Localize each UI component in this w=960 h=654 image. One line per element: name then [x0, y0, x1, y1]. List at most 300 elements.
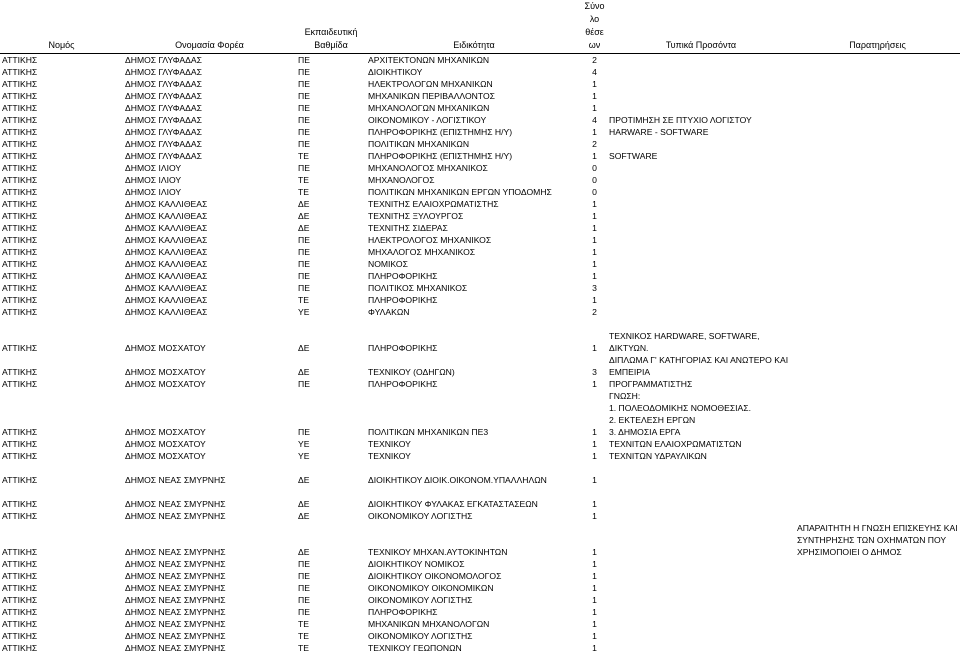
cell-nomos: ΑΤΤΙΚΗΣ — [0, 438, 123, 450]
cell-foreas: ΔΗΜΟΣ ΜΟΣΧΑΤΟΥ — [123, 438, 296, 450]
cell-vathmida: ΠΕ — [296, 90, 366, 102]
cell-vathmida: ΠΕ — [296, 558, 366, 570]
cell-paratiriseis — [795, 618, 960, 630]
cell-prosonta — [607, 570, 795, 582]
table-row — [0, 606, 960, 618]
cell-eidikotita: ΠΛΗΡΟΦΟΡΙΚΗΣ — [366, 330, 582, 354]
table-row — [0, 330, 960, 354]
cell-foreas: ΔΗΜΟΣ ΚΑΛΛΙΘΕΑΣ — [123, 270, 296, 282]
cell-nomos: ΑΤΤΙΚΗΣ — [0, 222, 123, 234]
empty-cell — [366, 462, 582, 474]
cell-nomos: ΑΤΤΙΚΗΣ — [0, 126, 123, 138]
empty-cell — [607, 486, 795, 498]
table-row — [0, 258, 960, 270]
header-text: Παρατηρήσεις — [849, 40, 906, 50]
cell-paratiriseis — [795, 54, 960, 67]
table-row — [0, 378, 960, 390]
cell-theseis: 1 — [582, 246, 607, 258]
cell-theseis: 1 — [582, 102, 607, 114]
table-row — [0, 498, 960, 510]
cell-vathmida: ΤΕ — [296, 150, 366, 162]
cell-foreas: ΔΗΜΟΣ ΙΛΙΟΥ — [123, 186, 296, 198]
table-row — [0, 282, 960, 294]
cell-vathmida: ΠΕ — [296, 378, 366, 390]
cell-nomos: ΑΤΤΙΚΗΣ — [0, 354, 123, 378]
cell-nomos: ΑΤΤΙΚΗΣ — [0, 102, 123, 114]
empty-cell — [296, 462, 366, 474]
cell-nomos: ΑΤΤΙΚΗΣ — [0, 90, 123, 102]
cell-vathmida: ΠΕ — [296, 270, 366, 282]
cell-vathmida: ΠΕ — [296, 78, 366, 90]
header-text: θέσε — [585, 27, 604, 37]
cell-vathmida: ΠΕ — [296, 282, 366, 294]
cell-nomos: ΑΤΤΙΚΗΣ — [0, 642, 123, 654]
cell-vathmida: ΠΕ — [296, 114, 366, 126]
cell-nomos: ΑΤΤΙΚΗΣ — [0, 186, 123, 198]
cell-theseis: 1 — [582, 330, 607, 354]
cell-paratiriseis — [795, 438, 960, 450]
cell-foreas: ΔΗΜΟΣ ΓΛΥΦΑΔΑΣ — [123, 90, 296, 102]
empty-cell — [795, 318, 960, 330]
cell-eidikotita: ΗΛΕΚΤΡΟΛΟΓΟΣ ΜΗΧΑΝΙΚΟΣ — [366, 234, 582, 246]
cell-vathmida: ΔΕ — [296, 198, 366, 210]
cell-eidikotita: ΜΗΧΑΛΟΓΟΣ ΜΗΧΑΝΙΚΟΣ — [366, 246, 582, 258]
empty-cell — [123, 318, 296, 330]
cell-eidikotita: ΠΛΗΡΟΦΟΡΙΚΗΣ — [366, 270, 582, 282]
table-row — [0, 234, 960, 246]
cell-paratiriseis — [795, 114, 960, 126]
cell-nomos: ΑΤΤΙΚΗΣ — [0, 618, 123, 630]
empty-cell — [582, 462, 607, 474]
cell-foreas: ΔΗΜΟΣ ΓΛΥΦΑΔΑΣ — [123, 150, 296, 162]
empty-cell — [582, 318, 607, 330]
cell-theseis: 1 — [582, 258, 607, 270]
cell-prosonta — [607, 78, 795, 90]
cell-foreas: ΔΗΜΟΣ ΝΕΑΣ ΣΜΥΡΝΗΣ — [123, 570, 296, 582]
cell-vathmida: ΔΕ — [296, 510, 366, 522]
cell-eidikotita: ΔΙΟΙΚΗΤΙΚΟΥ ΔΙΟΙΚ.ΟΙΚΟΝΟΜ.ΥΠΑΛΛΗΛΩΝ — [366, 474, 582, 486]
cell-prosonta — [607, 210, 795, 222]
cell-theseis: 0 — [582, 162, 607, 174]
cell-vathmida: ΠΕ — [296, 390, 366, 438]
cell-vathmida: ΤΕ — [296, 186, 366, 198]
empty-cell — [296, 486, 366, 498]
table-row — [0, 450, 960, 462]
cell-vathmida: ΔΕ — [296, 498, 366, 510]
header-eidikotita — [366, 0, 582, 54]
cell-vathmida: ΔΕ — [296, 522, 366, 558]
cell-theseis: 0 — [582, 174, 607, 186]
cell-prosonta: ΤΕΧΝΙΚΟΣ HARDWARE, SOFTWARE, ΔΙΚΤΥΩΝ. — [607, 330, 795, 354]
cell-paratiriseis — [795, 162, 960, 174]
cell-vathmida: ΤΕ — [296, 174, 366, 186]
table-row — [0, 102, 960, 114]
table-row — [0, 150, 960, 162]
table-row — [0, 438, 960, 450]
cell-nomos: ΑΤΤΙΚΗΣ — [0, 522, 123, 558]
cell-paratiriseis — [795, 510, 960, 522]
cell-paratiriseis — [795, 282, 960, 294]
cell-vathmida: ΥΕ — [296, 450, 366, 462]
cell-foreas: ΔΗΜΟΣ ΝΕΑΣ ΣΜΥΡΝΗΣ — [123, 594, 296, 606]
cell-prosonta — [607, 582, 795, 594]
cell-eidikotita: ΤΕΧΝΙΤΗΣ ΕΛΑΙΟΧΡΩΜΑΤΙΣΤΗΣ — [366, 198, 582, 210]
cell-eidikotita: ΠΛΗΡΟΦΟΡΙΚΗΣ — [366, 378, 582, 390]
table-row — [0, 270, 960, 282]
cell-eidikotita: ΦΥΛΑΚΩΝ — [366, 306, 582, 318]
cell-eidikotita: ΠΛΗΡΟΦΟΡΙΚΗΣ (ΕΠΙΣΤΗΜΗΣ Η/Υ) — [366, 126, 582, 138]
table-row — [0, 186, 960, 198]
cell-prosonta — [607, 198, 795, 210]
header-theseis — [582, 0, 607, 54]
cell-theseis: 1 — [582, 498, 607, 510]
cell-prosonta: HARWARE - SOFTWARE — [607, 126, 795, 138]
cell-theseis: 1 — [582, 222, 607, 234]
cell-vathmida: ΔΕ — [296, 330, 366, 354]
cell-foreas: ΔΗΜΟΣ ΜΟΣΧΑΤΟΥ — [123, 450, 296, 462]
header-vathmida — [296, 0, 366, 54]
cell-paratiriseis — [795, 330, 960, 354]
cell-eidikotita: ΤΕΧΝΙΚΟΥ — [366, 438, 582, 450]
cell-nomos: ΑΤΤΙΚΗΣ — [0, 258, 123, 270]
table-row — [0, 174, 960, 186]
empty-cell — [366, 486, 582, 498]
cell-theseis: 1 — [582, 510, 607, 522]
cell-foreas: ΔΗΜΟΣ ΝΕΑΣ ΣΜΥΡΝΗΣ — [123, 642, 296, 654]
cell-eidikotita: ΜΗΧΑΝΙΚΩΝ ΜΗΧΑΝΟΛΟΓΩΝ — [366, 618, 582, 630]
cell-foreas: ΔΗΜΟΣ ΚΑΛΛΙΘΕΑΣ — [123, 222, 296, 234]
empty-cell — [366, 318, 582, 330]
cell-paratiriseis — [795, 234, 960, 246]
cell-theseis: 1 — [582, 450, 607, 462]
header-text: Εκπαιδευτική — [305, 27, 358, 37]
cell-vathmida: ΔΕ — [296, 222, 366, 234]
cell-paratiriseis — [795, 630, 960, 642]
cell-paratiriseis — [795, 642, 960, 654]
cell-prosonta — [607, 642, 795, 654]
cell-vathmida: ΔΕ — [296, 210, 366, 222]
empty-cell — [607, 462, 795, 474]
cell-nomos: ΑΤΤΙΚΗΣ — [0, 558, 123, 570]
cell-vathmida: ΠΕ — [296, 594, 366, 606]
table-body — [0, 54, 960, 654]
cell-foreas: ΔΗΜΟΣ ΜΟΣΧΑΤΟΥ — [123, 390, 296, 438]
cell-prosonta: ΔΙΠΛΩΜΑ Γ' ΚΑΤΗΓΟΡΙΑΣ ΚΑΙ ΑΝΩΤΕΡΟ ΚΑΙ ΕΜΠΕΙΡΙΑ — [607, 354, 795, 378]
cell-paratiriseis — [795, 354, 960, 378]
cell-prosonta — [607, 66, 795, 78]
header-text: Σύνο — [585, 1, 605, 11]
cell-theseis: 1 — [582, 270, 607, 282]
table-row — [0, 54, 960, 67]
cell-vathmida: ΠΕ — [296, 162, 366, 174]
cell-paratiriseis — [795, 150, 960, 162]
table-row — [0, 390, 960, 438]
cell-eidikotita: ΤΕΧΝΙΚΟΥ ΓΕΩΠΟΝΩΝ — [366, 642, 582, 654]
cell-nomos: ΑΤΤΙΚΗΣ — [0, 54, 123, 67]
cell-nomos: ΑΤΤΙΚΗΣ — [0, 594, 123, 606]
cell-nomos: ΑΤΤΙΚΗΣ — [0, 246, 123, 258]
cell-foreas: ΔΗΜΟΣ ΚΑΛΛΙΘΕΑΣ — [123, 258, 296, 270]
table-row — [0, 198, 960, 210]
cell-prosonta — [607, 618, 795, 630]
empty-cell — [0, 486, 123, 498]
cell-theseis: 1 — [582, 210, 607, 222]
cell-eidikotita: ΜΗΧΑΝΟΛΟΓΩΝ ΜΗΧΑΝΙΚΩΝ — [366, 102, 582, 114]
cell-paratiriseis — [795, 594, 960, 606]
empty-cell — [607, 318, 795, 330]
header-text: λο — [590, 14, 599, 24]
cell-nomos: ΑΤΤΙΚΗΣ — [0, 282, 123, 294]
cell-foreas: ΔΗΜΟΣ ΚΑΛΛΙΘΕΑΣ — [123, 210, 296, 222]
header-nomos — [0, 0, 123, 54]
cell-foreas: ΔΗΜΟΣ ΜΟΣΧΑΤΟΥ — [123, 330, 296, 354]
cell-foreas: ΔΗΜΟΣ ΚΑΛΛΙΘΕΑΣ — [123, 234, 296, 246]
cell-eidikotita: ΟΙΚΟΝΟΜΙΚΟΥ ΟΙΚΟΝΟΜΙΚΩΝ — [366, 582, 582, 594]
cell-prosonta — [607, 306, 795, 318]
cell-theseis: 3 — [582, 354, 607, 378]
empty-cell — [795, 486, 960, 498]
cell-foreas: ΔΗΜΟΣ ΝΕΑΣ ΣΜΥΡΝΗΣ — [123, 606, 296, 618]
cell-nomos: ΑΤΤΙΚΗΣ — [0, 582, 123, 594]
cell-nomos: ΑΤΤΙΚΗΣ — [0, 498, 123, 510]
cell-eidikotita: ΠΟΛΙΤΙΚΩΝ ΜΗΧΑΝΙΚΩΝ ΕΡΓΩΝ ΥΠΟΔΟΜΗΣ — [366, 186, 582, 198]
cell-nomos: ΑΤΤΙΚΗΣ — [0, 114, 123, 126]
cell-prosonta — [607, 282, 795, 294]
cell-theseis: 1 — [582, 150, 607, 162]
table-row — [0, 306, 960, 318]
cell-nomos: ΑΤΤΙΚΗΣ — [0, 450, 123, 462]
cell-foreas: ΔΗΜΟΣ ΝΕΑΣ ΣΜΥΡΝΗΣ — [123, 558, 296, 570]
table-row — [0, 222, 960, 234]
table-row — [0, 126, 960, 138]
cell-prosonta — [607, 594, 795, 606]
cell-nomos: ΑΤΤΙΚΗΣ — [0, 210, 123, 222]
cell-eidikotita: ΤΕΧΝΙΤΗΣ ΣΙΔΕΡΑΣ — [366, 222, 582, 234]
cell-eidikotita: ΠΛΗΡΟΦΟΡΙΚΗΣ — [366, 294, 582, 306]
cell-eidikotita: ΝΟΜΙΚΟΣ — [366, 258, 582, 270]
cell-theseis: 1 — [582, 606, 607, 618]
cell-prosonta: ΤΕΧΝΙΤΩΝ ΥΔΡΑΥΛΙΚΩΝ — [607, 450, 795, 462]
cell-foreas: ΔΗΜΟΣ ΝΕΑΣ ΣΜΥΡΝΗΣ — [123, 522, 296, 558]
cell-paratiriseis — [795, 102, 960, 114]
header-text: Ονομασία Φορέα — [175, 40, 244, 50]
cell-nomos: ΑΤΤΙΚΗΣ — [0, 150, 123, 162]
cell-prosonta — [607, 498, 795, 510]
cell-vathmida: ΠΕ — [296, 234, 366, 246]
header-paratiriseis — [795, 0, 960, 54]
cell-foreas: ΔΗΜΟΣ ΚΑΛΛΙΘΕΑΣ — [123, 246, 296, 258]
cell-foreas: ΔΗΜΟΣ ΝΕΑΣ ΣΜΥΡΝΗΣ — [123, 630, 296, 642]
cell-prosonta — [607, 522, 795, 558]
cell-theseis: 1 — [582, 234, 607, 246]
cell-eidikotita: ΤΕΧΝΙΤΗΣ ΞΥΛΟΥΡΓΟΣ — [366, 210, 582, 222]
table-row — [0, 594, 960, 606]
cell-eidikotita: ΟΙΚΟΝΟΜΙΚΟΥ ΛΟΓΙΣΤΗΣ — [366, 594, 582, 606]
cell-foreas: ΔΗΜΟΣ ΓΛΥΦΑΔΑΣ — [123, 114, 296, 126]
cell-vathmida: ΠΕ — [296, 570, 366, 582]
cell-theseis: 1 — [582, 570, 607, 582]
cell-theseis: 2 — [582, 138, 607, 150]
empty-cell — [795, 462, 960, 474]
header-text: Νομός — [48, 40, 74, 50]
cell-nomos: ΑΤΤΙΚΗΣ — [0, 294, 123, 306]
cell-nomos: ΑΤΤΙΚΗΣ — [0, 78, 123, 90]
cell-theseis: 1 — [582, 474, 607, 486]
cell-vathmida: ΠΕ — [296, 258, 366, 270]
table-row — [0, 354, 960, 378]
cell-theseis: 4 — [582, 66, 607, 78]
header-text: Τυπικά Προσόντα — [666, 40, 736, 50]
cell-eidikotita: ΟΙΚΟΝΟΜΙΚΟΥ ΛΟΓΙΣΤΗΣ — [366, 510, 582, 522]
cell-theseis: 1 — [582, 594, 607, 606]
cell-nomos: ΑΤΤΙΚΗΣ — [0, 234, 123, 246]
cell-eidikotita: ΤΕΧΝΙΚΟΥ — [366, 450, 582, 462]
table-row — [0, 138, 960, 150]
cell-theseis: 1 — [582, 558, 607, 570]
cell-nomos: ΑΤΤΙΚΗΣ — [0, 378, 123, 390]
cell-vathmida: ΥΕ — [296, 438, 366, 450]
table-row — [0, 66, 960, 78]
cell-foreas: ΔΗΜΟΣ ΝΕΑΣ ΣΜΥΡΝΗΣ — [123, 618, 296, 630]
cell-nomos: ΑΤΤΙΚΗΣ — [0, 630, 123, 642]
cell-paratiriseis — [795, 258, 960, 270]
cell-theseis: 1 — [582, 198, 607, 210]
cell-prosonta — [607, 246, 795, 258]
cell-eidikotita: ΔΙΟΙΚΗΤΙΚΟΥ — [366, 66, 582, 78]
cell-theseis: 2 — [582, 306, 607, 318]
cell-vathmida: ΤΕ — [296, 642, 366, 654]
cell-prosonta — [607, 162, 795, 174]
empty-cell — [0, 462, 123, 474]
cell-nomos: ΑΤΤΙΚΗΣ — [0, 606, 123, 618]
cell-theseis: 3 — [582, 282, 607, 294]
cell-foreas: ΔΗΜΟΣ ΝΕΑΣ ΣΜΥΡΝΗΣ — [123, 474, 296, 486]
cell-theseis: 1 — [582, 390, 607, 438]
cell-foreas: ΔΗΜΟΣ ΜΟΣΧΑΤΟΥ — [123, 378, 296, 390]
cell-theseis: 1 — [582, 126, 607, 138]
cell-theseis: 0 — [582, 186, 607, 198]
cell-prosonta — [607, 630, 795, 642]
table-row — [0, 558, 960, 570]
cell-prosonta — [607, 138, 795, 150]
cell-theseis: 1 — [582, 90, 607, 102]
empty-cell — [296, 318, 366, 330]
cell-eidikotita: ΜΗΧΑΝΟΛΟΓΟΣ ΜΗΧΑΝΙΚΟΣ — [366, 162, 582, 174]
header-text: ων — [589, 40, 601, 50]
cell-eidikotita: ΤΕΧΝΙΚΟΥ (ΟΔΗΓΩΝ) — [366, 354, 582, 378]
cell-paratiriseis — [795, 186, 960, 198]
table-row — [0, 582, 960, 594]
cell-foreas: ΔΗΜΟΣ ΓΛΥΦΑΔΑΣ — [123, 78, 296, 90]
cell-prosonta: ΠΡΟΓΡΑΜΜΑΤΙΣΤΗΣ — [607, 378, 795, 390]
header-foreas — [123, 0, 296, 54]
cell-nomos: ΑΤΤΙΚΗΣ — [0, 270, 123, 282]
cell-vathmida: ΠΕ — [296, 102, 366, 114]
cell-foreas: ΔΗΜΟΣ ΚΑΛΛΙΘΕΑΣ — [123, 198, 296, 210]
cell-foreas: ΔΗΜΟΣ ΓΛΥΦΑΔΑΣ — [123, 54, 296, 67]
cell-paratiriseis — [795, 270, 960, 282]
cell-paratiriseis — [795, 582, 960, 594]
cell-vathmida: ΥΕ — [296, 306, 366, 318]
cell-vathmida: ΠΕ — [296, 126, 366, 138]
table-row — [0, 114, 960, 126]
table-row — [0, 210, 960, 222]
cell-vathmida: ΤΕ — [296, 630, 366, 642]
cell-paratiriseis — [795, 474, 960, 486]
cell-vathmida: ΤΕ — [296, 294, 366, 306]
cell-paratiriseis — [795, 606, 960, 618]
cell-paratiriseis — [795, 378, 960, 390]
cell-vathmida: ΠΕ — [296, 66, 366, 78]
cell-prosonta: ΤΕΧΝΙΤΩΝ ΕΛΑΙΟΧΡΩΜΑΤΙΣΤΩΝ — [607, 438, 795, 450]
empty-cell — [123, 486, 296, 498]
empty-row — [0, 462, 960, 474]
cell-eidikotita: ΠΟΛΙΤΙΚΟΣ ΜΗΧΑΝΙΚΟΣ — [366, 282, 582, 294]
cell-paratiriseis — [795, 222, 960, 234]
cell-nomos: ΑΤΤΙΚΗΣ — [0, 66, 123, 78]
cell-nomos: ΑΤΤΙΚΗΣ — [0, 330, 123, 354]
cell-theseis: 1 — [582, 378, 607, 390]
cell-theseis: 1 — [582, 522, 607, 558]
cell-nomos: ΑΤΤΙΚΗΣ — [0, 306, 123, 318]
cell-foreas: ΔΗΜΟΣ ΝΕΑΣ ΣΜΥΡΝΗΣ — [123, 498, 296, 510]
cell-foreas: ΔΗΜΟΣ ΓΛΥΦΑΔΑΣ — [123, 102, 296, 114]
cell-paratiriseis — [795, 66, 960, 78]
cell-eidikotita: ΜΗΧΑΝΙΚΩΝ ΠΕΡΙΒΑΛΛΟΝΤΟΣ — [366, 90, 582, 102]
cell-prosonta: ΓΝΩΣΗ: 1. ΠΟΛΕΟΔΟΜΙΚΗΣ ΝΟΜΟΘΕΣΙΑΣ. 2. ΕΚΤΕΛΕΣΗ ΕΡΓΩΝ 3. ΔΗΜΟΣΙΑ ΕΡΓΑ — [607, 390, 795, 438]
cell-prosonta — [607, 54, 795, 67]
cell-foreas: ΔΗΜΟΣ ΙΛΙΟΥ — [123, 174, 296, 186]
table-row — [0, 162, 960, 174]
table-row — [0, 570, 960, 582]
cell-vathmida: ΠΕ — [296, 246, 366, 258]
cell-prosonta — [607, 186, 795, 198]
cell-nomos: ΑΤΤΙΚΗΣ — [0, 510, 123, 522]
cell-eidikotita: ΠΛΗΡΟΦΟΡΙΚΗΣ (ΕΠΙΣΤΗΜΗΣ Η/Υ) — [366, 150, 582, 162]
cell-prosonta — [607, 270, 795, 282]
cell-foreas: ΔΗΜΟΣ ΚΑΛΛΙΘΕΑΣ — [123, 294, 296, 306]
table-row — [0, 642, 960, 654]
table-row — [0, 618, 960, 630]
cell-paratiriseis — [795, 306, 960, 318]
cell-prosonta: SOFTWARE — [607, 150, 795, 162]
cell-eidikotita: ΟΙΚΟΝΟΜΙΚΟΥ ΛΟΓΙΣΤΗΣ — [366, 630, 582, 642]
cell-theseis: 1 — [582, 78, 607, 90]
table-row — [0, 246, 960, 258]
cell-theseis: 1 — [582, 642, 607, 654]
cell-eidikotita: ΔΙΟΙΚΗΤΙΚΟΥ ΟΙΚΟΝΟΜΟΛΟΓΟΣ — [366, 570, 582, 582]
cell-paratiriseis — [795, 138, 960, 150]
cell-paratiriseis — [795, 390, 960, 438]
cell-eidikotita: ΔΙΟΙΚΗΤΙΚΟΥ ΝΟΜΙΚΟΣ — [366, 558, 582, 570]
cell-vathmida: ΔΕ — [296, 354, 366, 378]
empty-row — [0, 486, 960, 498]
cell-prosonta — [607, 474, 795, 486]
cell-foreas: ΔΗΜΟΣ ΚΑΛΛΙΘΕΑΣ — [123, 306, 296, 318]
cell-nomos: ΑΤΤΙΚΗΣ — [0, 198, 123, 210]
cell-prosonta — [607, 102, 795, 114]
cell-foreas: ΔΗΜΟΣ ΙΛΙΟΥ — [123, 162, 296, 174]
empty-cell — [0, 318, 123, 330]
cell-prosonta — [607, 234, 795, 246]
cell-theseis: 1 — [582, 582, 607, 594]
cell-nomos: ΑΤΤΙΚΗΣ — [0, 138, 123, 150]
cell-paratiriseis — [795, 90, 960, 102]
cell-foreas: ΔΗΜΟΣ ΓΛΥΦΑΔΑΣ — [123, 138, 296, 150]
cell-eidikotita: ΤΕΧΝΙΚΟΥ ΜΗΧΑΝ.ΑΥΤΟΚΙΝΗΤΩΝ — [366, 522, 582, 558]
cell-eidikotita: ΔΙΟΙΚΗΤΙΚΟΥ ΦΥΛΑΚΑΣ ΕΓΚΑΤΑΣΤΑΣΕΩΝ — [366, 498, 582, 510]
cell-eidikotita: ΠΟΛΙΤΙΚΩΝ ΜΗΧΑΝΙΚΩΝ ΠΕ3 — [366, 390, 582, 438]
